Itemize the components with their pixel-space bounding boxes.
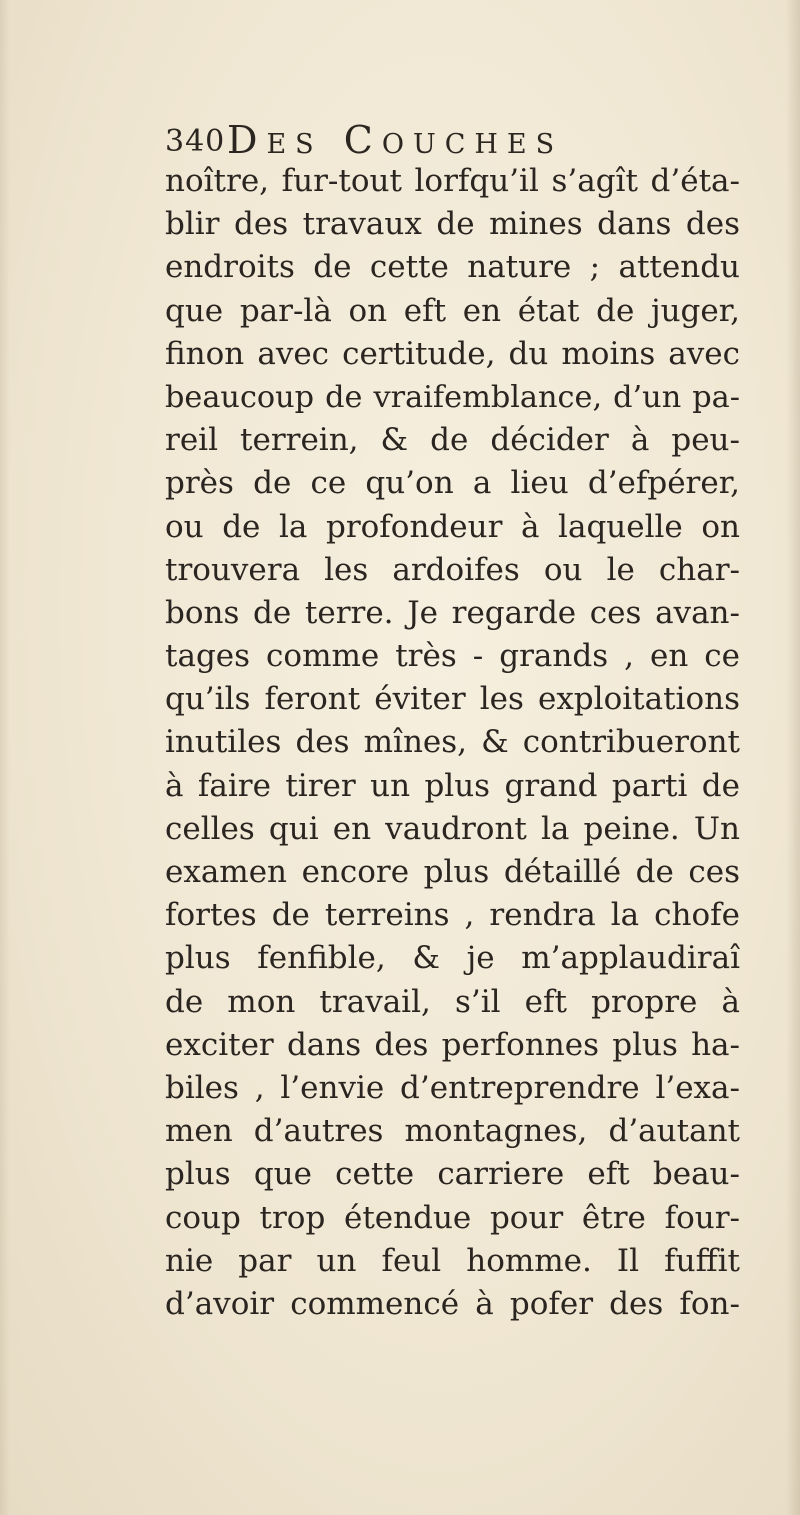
text-line: exciter dans des perfonnes plus ha- xyxy=(165,1026,740,1063)
text-line: blir des travaux de mines dans des xyxy=(165,206,740,243)
page-right-shadow xyxy=(786,0,800,1515)
text-line: inutiles des mînes, & contribueront xyxy=(165,724,740,761)
body-text xyxy=(165,160,740,1326)
text-line: reil terrein, & de décider à peu- xyxy=(165,422,740,459)
text-line: fortes de terreins , rendra la chofe xyxy=(165,897,740,934)
text-line: endroits de cette nature ; attendu xyxy=(165,249,740,286)
text-line: d’avoir commencé à pofer des fon- xyxy=(165,1285,740,1322)
text-line: bons de terre. Je regarde ces avan- xyxy=(165,594,740,631)
running-head: Des Couches xyxy=(227,118,564,162)
text-line: à faire tirer un plus grand parti de xyxy=(165,767,740,804)
text-line: noître, fur-tout lorfqu’il s’agît d’éta- xyxy=(165,163,740,199)
text-line: biles , l’envie d’entreprendre l’exa- xyxy=(165,1069,740,1106)
page-header xyxy=(165,118,645,162)
text-line: que par-là on eft en état de juger, xyxy=(165,292,740,329)
text-line: de mon travail, s’il eft propre à xyxy=(165,983,740,1020)
text-line: men d’autres montagnes, d’autant xyxy=(165,1113,740,1150)
text-line: plus que cette carriere eft beau- xyxy=(165,1156,740,1193)
text-line: beaucoup de vraifemblance, d’un pa- xyxy=(165,379,740,415)
text-line: nie par un feul homme. Il fuffit xyxy=(165,1242,740,1279)
text-line: celles qui en vaudront la peine. Un xyxy=(165,810,740,847)
page-number: 340 xyxy=(165,124,226,159)
text-line: ou de la profondeur à laquelle on xyxy=(165,508,740,545)
text-line: tages comme très - grands , en ce xyxy=(165,638,740,675)
text-line: coup trop étendue pour être four- xyxy=(165,1199,740,1236)
text-line: finon avec certitude, du moins avec xyxy=(165,335,740,372)
text-line: qu’ils feront éviter les exploitations xyxy=(165,681,740,718)
text-line: plus fenfible, & je m’applaudiraî xyxy=(165,940,740,977)
page-left-shadow xyxy=(0,0,10,1515)
text-line: trouvera les ardoifes ou le char- xyxy=(165,551,740,588)
text-line: près de ce qu’on a lieu d’efpérer, xyxy=(165,465,740,502)
text-line: examen encore plus détaillé de ces xyxy=(165,854,740,890)
